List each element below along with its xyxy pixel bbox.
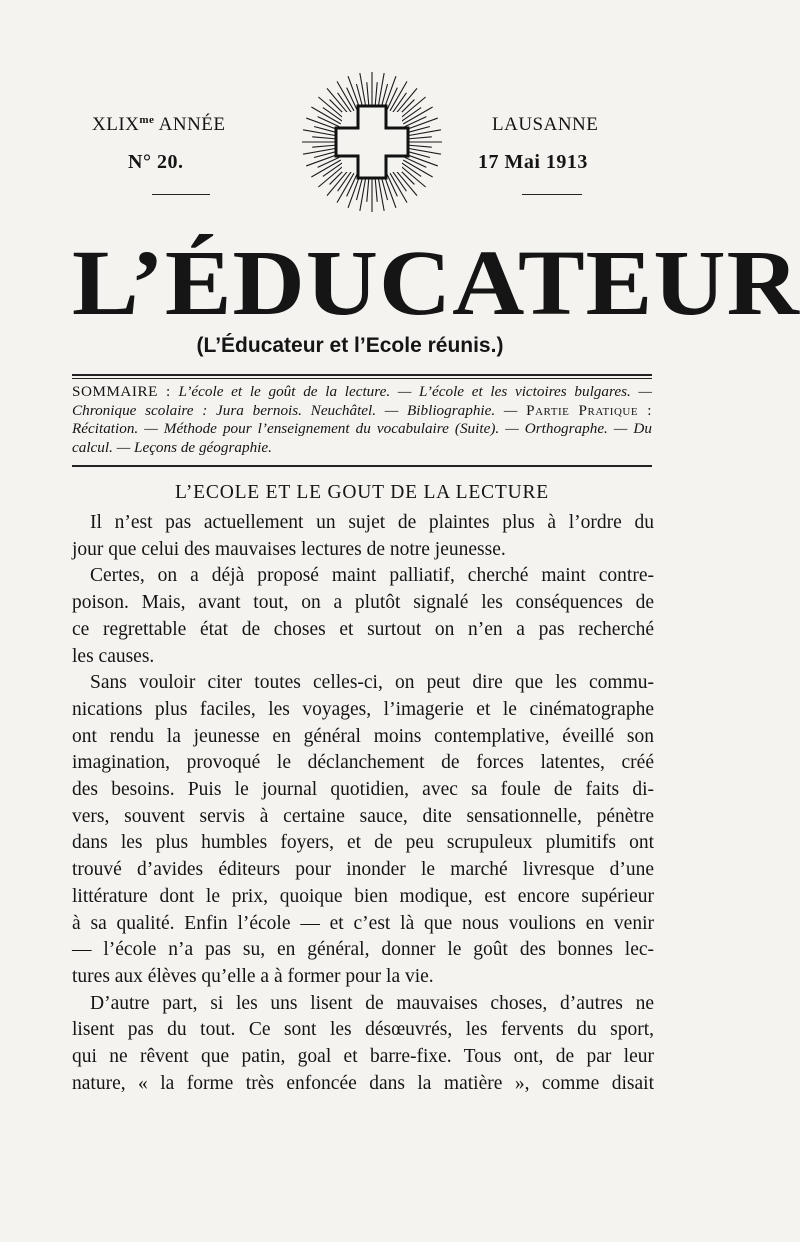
text-line: D’autre part, si les uns lisent de mauvaises choses, d’autres ne (90, 992, 654, 1014)
text-line: ont rendu la jeunesse en général moins contemplative, éveillé son (72, 725, 654, 747)
text-line: Il n’est pas actuellement un sujet de plaintes plus à l’ordre du (90, 512, 654, 533)
city: LAUSANNE (492, 114, 599, 135)
sunburst-ray (381, 177, 387, 200)
text-line: jour que celui des mauvaises lectures de notre jeunesse. (72, 538, 506, 560)
text-line: dans les plus humbles foyers, et de peu scrupuleux plumitifs ont (72, 832, 654, 854)
text-line: vers, souvent servis à certaine sauce, dite sensationnelle, pénètre (72, 805, 654, 827)
issue-date: 17 Mai 1913 (478, 151, 588, 173)
sommaire-item-1: L’école et le goût de la lecture. — L’école et les victoires bulgares. — Chronique scolaire : (72, 383, 652, 419)
sunburst-ray (356, 177, 362, 200)
sunburst-ray (356, 84, 362, 107)
issue-year-word: ANNÉE (158, 114, 226, 135)
sunburst-ray (318, 165, 344, 187)
text-line: — l’école n’a pas su, en général, donner le goût des bonnes lec- (72, 939, 654, 961)
text-line: imagination, provoqué le déclanchement de forces latentes, créé (72, 752, 654, 774)
sunburst-ray (395, 88, 417, 114)
sunburst-ray (375, 82, 377, 106)
sommaire-top-rule-thin (72, 378, 652, 379)
sunburst-ray (407, 151, 430, 157)
sommaire-item-2: Jura bernois. Neuchâtel. — Bibliographie. — (216, 401, 518, 419)
sommaire-top-rule (72, 374, 652, 376)
issue-year-roman: XLIX (92, 114, 140, 135)
header-right-rule (522, 194, 582, 195)
sunburst-ray (375, 178, 377, 202)
sunburst-ray (327, 88, 349, 114)
sunburst-ray (314, 126, 337, 132)
sunburst-ray (400, 97, 426, 119)
sommaire-part-label: Partie Pratique : (526, 401, 652, 419)
sunburst-ray (312, 145, 336, 147)
sunburst-ray (407, 126, 430, 132)
sommaire-label: SOMMAIRE : (72, 383, 171, 400)
sunburst-ray (327, 170, 349, 196)
issue-number: N° 20. (128, 151, 184, 173)
sommaire-item-3: Récitation. — Méthode pour l’enseignement du vocabulaire (Suite). — Orthographe. — Du calcul. — Leçons de géographie. (72, 420, 652, 456)
article-heading: L’ECOLE ET LE GOUT DE LA LECTURE (174, 482, 550, 503)
text-line: ce regrettable état de choses et surtout on n’en a pas recherché (72, 618, 654, 640)
text-line: trouvé d’avides éditeurs pour inonder le marché livresque d’une (72, 859, 654, 881)
header-left-rule (152, 194, 210, 195)
text-line: qui ne rêvent que patin, goal et barre-fixe. Tous ont, de par leur (72, 1046, 654, 1068)
sunburst-ray (395, 170, 417, 196)
text-line: Sans vouloir citer toutes celles-ci, on peut dire que les commu- (90, 672, 654, 694)
masthead-subtitle: (L’Éducateur et l’Ecole réunis.) (196, 334, 504, 357)
article-body (72, 510, 654, 1097)
sunburst-ray (312, 137, 336, 139)
sunburst-ray (408, 137, 432, 139)
text-line: tures aux élèves qu’elle a à former pour la vie. (72, 965, 434, 987)
issue-year (92, 114, 226, 136)
issue-year-sup: me (139, 114, 155, 126)
text-line: nications plus faciles, les voyages, l’imagerie et le cinématographe (72, 698, 654, 720)
sommaire-bottom-rule (72, 465, 652, 467)
sunburst-ray (314, 151, 337, 157)
text-line: littérature dont le prix, quoique bien modique, est encore supérieur (72, 885, 654, 907)
text-line: poison. Mais, avant tout, on a plutôt signalé les conséquences de (72, 592, 654, 614)
text-line: à sa qualité. Enfin l’école — et c’est là que nous voulions en venir (72, 912, 654, 934)
sunburst-ray (381, 84, 387, 107)
table-of-contents (72, 383, 652, 457)
sunburst-ray (367, 82, 369, 106)
sunburst-ray (367, 178, 369, 202)
swiss-cross-emblem-icon (300, 70, 444, 214)
sunburst-ray (408, 145, 432, 147)
text-line: Certes, on a déjà proposé maint palliatif, cherché maint contre- (90, 565, 654, 587)
masthead-title: L’ÉDUCATEUR (72, 231, 800, 335)
text-line: les causes. (72, 645, 155, 667)
sunburst-ray (318, 97, 344, 119)
text-line: des besoins. Puis le journal quotidien, avec sa foule de faits di- (72, 779, 654, 801)
text-line: nature, « la forme très enfoncée dans la matière », comme disait (72, 1072, 654, 1094)
text-line: lisent pas du tout. Ce sont les désœuvrés, les fervents du sport, (72, 1019, 654, 1041)
sunburst-ray (400, 165, 426, 187)
